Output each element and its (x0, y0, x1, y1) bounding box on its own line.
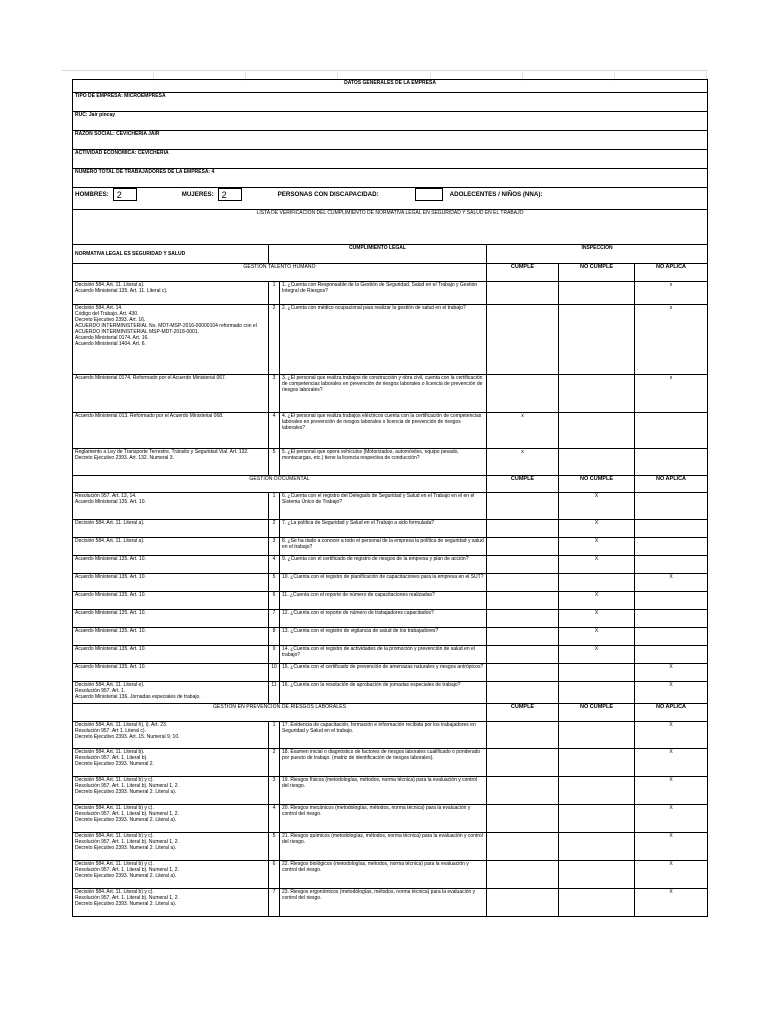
legal-reference: Decisión 584. Art. 11. Literal b) y c). Resolución 957. Art. 1. Literal b). Numeral 1, 2. Decreto Ejecutivo 2393. Numeral 2. Literal a). (73, 889, 269, 917)
no-aplica-cell[interactable] (635, 646, 708, 664)
checklist-row (73, 592, 708, 610)
item-number: 3 (269, 538, 280, 556)
no-aplica-cell[interactable]: X (635, 861, 708, 889)
item-number: 5 (269, 833, 280, 861)
compliance-question: 21. Riesgos químicos (metodologías, métodos, norma técnica) para la evaluación y control del riesgo. (280, 833, 487, 861)
cumple-cell[interactable] (487, 282, 559, 305)
header-normativa: NORMATIVA LEGAL ES SEGURIDAD Y SALUD (73, 245, 269, 264)
cumple-cell[interactable] (487, 749, 559, 777)
compliance-question: 4. ¿El personal que realiza trabajos eléctricos cuenta con la certificación de competencias laborales en prevención de riesgos laborales o licencia de prevención de riesgos laborales? (280, 413, 487, 449)
checklist-row (73, 805, 708, 833)
no-aplica-cell[interactable] (635, 556, 708, 574)
checklist-row (73, 610, 708, 628)
no-cumple-cell[interactable] (559, 413, 635, 449)
compliance-question: 2. ¿Cuenta con médico ocupacional para realizar la gestión de salud en el trabajo? (280, 305, 487, 375)
cumple-cell[interactable]: x (487, 449, 559, 476)
column-header-no-cumple: NO CUMPLE (559, 476, 635, 493)
checklist-row (73, 664, 708, 682)
checklist-row (73, 375, 708, 413)
legal-reference: Decisión 584. Art. 11. Literal e). Resolución 957. Art. 1. Acuerdo Ministerial 136. Jornadas especiales de trabajo. (73, 682, 269, 704)
item-number: 5 (269, 574, 280, 592)
men-count-field[interactable]: 2 (113, 188, 137, 201)
no-aplica-cell[interactable] (635, 592, 708, 610)
no-aplica-cell[interactable] (635, 413, 708, 449)
cumple-cell[interactable] (487, 889, 559, 917)
no-cumple-cell[interactable]: X (559, 520, 635, 538)
column-header-no-aplica: NO APLICA (635, 476, 708, 493)
header-inspeccion: INSPECCIÓN (487, 245, 708, 264)
no-aplica-cell[interactable]: x (635, 282, 708, 305)
item-number: 4 (269, 556, 280, 574)
no-aplica-cell[interactable]: X (635, 889, 708, 917)
no-cumple-cell[interactable]: X (559, 493, 635, 520)
no-cumple-cell[interactable] (559, 722, 635, 749)
item-number: 7 (269, 610, 280, 628)
column-header-cumple: CUMPLE (487, 704, 559, 722)
no-cumple-cell[interactable] (559, 282, 635, 305)
no-cumple-cell[interactable] (559, 777, 635, 805)
no-cumple-cell[interactable] (559, 664, 635, 682)
legal-reference: Decisión 584. Art. 11. Literal a). (73, 520, 269, 538)
legal-reference: Resolución 957. Art. 13, 14. Acuerdo Ministerial 135. Art. 10. (73, 493, 269, 520)
verification-sheet (72, 79, 708, 917)
checklist-row (73, 889, 708, 917)
compliance-question: 7. ¿La política de Seguridad y Salud en el Trabajo a sido formulada? (280, 520, 487, 538)
no-cumple-cell[interactable] (559, 305, 635, 375)
legal-reference: Reglamento a Ley de Transporte Terrestre, Tránsito y Seguridad Vial. Art. 132. Decreto Ejecutivo 2393. Art. 132. Numeral 3. (73, 449, 269, 476)
legal-reference: Acuerdo Ministerial 135. Art. 10. (73, 556, 269, 574)
compliance-question: 13. ¿Cuenta con el registro de vigilancia de salud de los trabajadores? (280, 628, 487, 646)
legal-reference: Acuerdo Ministerial 013. Reformado por el Acuerdo Ministerial 068. (73, 413, 269, 449)
checklist-row (73, 493, 708, 520)
compliance-question: 9. ¿Cuenta con el certificado de registro de riesgos de la empresa y plan de acción? (280, 556, 487, 574)
compliance-question: 18. Examen inicial o diagnóstico de factores de riesgos laborales cualificado o ponderado por puesto de trabajo. (matriz de identificación de riesgos laborales). (280, 749, 487, 777)
cumple-cell[interactable]: x (487, 413, 559, 449)
column-header-no-cumple: NO CUMPLE (559, 264, 635, 282)
women-count-field[interactable]: 2 (218, 188, 242, 201)
item-number: 1 (269, 722, 280, 749)
cumple-cell[interactable] (487, 375, 559, 413)
cumple-cell[interactable] (487, 682, 559, 704)
checklist-row (73, 722, 708, 749)
section-title: GESTIÓN TALENTO HUMANO (73, 264, 487, 282)
item-number: 7 (269, 889, 280, 917)
cumple-cell[interactable] (487, 628, 559, 646)
checklist-row (73, 833, 708, 861)
no-cumple-cell[interactable]: X (559, 538, 635, 556)
compliance-question: 19. Riesgos físicos (metodologías, métodos, norma técnica) para la evaluación y control del riesgo. (280, 777, 487, 805)
no-cumple-cell[interactable]: X (559, 610, 635, 628)
item-number: 6 (269, 861, 280, 889)
compliance-question: 15. ¿Cuenta con el certificado de prevención de amenazas naturales y riesgos antrópicos? (280, 664, 487, 682)
checklist-row (73, 646, 708, 664)
no-aplica-cell[interactable]: X (635, 664, 708, 682)
no-aplica-cell[interactable] (635, 610, 708, 628)
workers-breakdown (73, 188, 708, 210)
item-number: 3 (269, 375, 280, 413)
checklist-row (73, 282, 708, 305)
total-workers: NÚMERO TOTAL DE TRABAJADORES DE LA EMPRESA: 4 (73, 169, 708, 188)
no-cumple-cell[interactable] (559, 449, 635, 476)
no-aplica-cell[interactable]: X (635, 833, 708, 861)
item-number: 6 (269, 592, 280, 610)
item-number: 2 (269, 749, 280, 777)
cumple-cell[interactable] (487, 305, 559, 375)
checklist-row (73, 777, 708, 805)
cumple-cell[interactable] (487, 722, 559, 749)
minors-label: ADOLECENTES / NIÑOS (NNA): (449, 190, 543, 198)
column-header-no-aplica: NO APLICA (635, 264, 708, 282)
cumple-cell[interactable] (487, 493, 559, 520)
compliance-question: 22. Riesgos biológicos (metodologías, métodos, norma técnica) para la evaluación y control del riesgo. (280, 861, 487, 889)
compliance-question: 5. ¿El personal que opera vehículos (Motorizados, automóviles, equipo pesado, montacargas, etc.) tiene la licencia respectiva de conducción? (280, 449, 487, 476)
compliance-question: 23. Riesgos ergonómicos (metodologías, métodos, norma técnica) para la evaluación y control del riesgo. (280, 889, 487, 917)
no-aplica-cell[interactable]: x (635, 375, 708, 413)
checklist-row (73, 449, 708, 476)
column-header-cumple: CUMPLE (487, 264, 559, 282)
cumple-cell[interactable] (487, 610, 559, 628)
compliance-question: 11. ¿Cuenta con el reporte de número de capacitaciones realizadas? (280, 592, 487, 610)
legal-reference: Acuerdo Ministerial 135. Art. 10. (73, 628, 269, 646)
no-cumple-cell[interactable] (559, 574, 635, 592)
disability-label: PERSONAS CON DISCAPACIDAD: (277, 190, 379, 198)
cumple-cell[interactable] (487, 833, 559, 861)
section-header-row (73, 476, 708, 493)
compliance-question: 6. ¿Cuenta con el registro del Delegado de Seguridad y Salud en el Trabajo en el en el Sistema Único de Trabajo? (280, 493, 487, 520)
legal-reference: Decisión 584. Art. 11. Literal b) y c). Resolución 957. Art. 1. Literal b). Numeral 1, 2. Decreto Ejecutivo 2393. Numeral 2. Literal a). (73, 833, 269, 861)
cumple-cell[interactable] (487, 805, 559, 833)
checklist-row (73, 305, 708, 375)
cumple-cell[interactable] (487, 574, 559, 592)
compliance-question: 17. Evidencia de capacitación, formación e información recibida por los trabajadores en Seguridad y Salud en el trabajo. (280, 722, 487, 749)
checklist-title: LISTA DE VERIFICACIÓN DEL CUMPLIMIENTO DE NORMATIVA LEGAL EN SEGURIDAD Y SALUD EN EL TRABAJO (73, 210, 708, 245)
item-number: 1 (269, 282, 280, 305)
item-number: 2 (269, 520, 280, 538)
legal-reference: Decisión 584. Art. 11. Literal b) y c). Resolución 957. Art. 1. Literal b). Numeral 1, 2. Decreto Ejecutivo 2393. Numeral 2. Literal a). (73, 805, 269, 833)
no-aplica-cell[interactable] (635, 493, 708, 520)
cumple-cell[interactable] (487, 646, 559, 664)
checklist-row (73, 556, 708, 574)
legal-reference: Decisión 584. Art. 11. Literal b). Resolución 957. Art. 1. Literal b). Decreto Ejecutivo 2393. Numeral 2. (73, 749, 269, 777)
checklist-row (73, 628, 708, 646)
compliance-question: 14. ¿Cuenta con el registro de actividades de la promoción y prevención de salud en el trabajo? (280, 646, 487, 664)
disability-count-field[interactable] (415, 188, 443, 201)
cumple-cell[interactable] (487, 777, 559, 805)
no-cumple-cell[interactable] (559, 375, 635, 413)
cumple-cell[interactable] (487, 592, 559, 610)
men-label: HOMBRES: (75, 190, 109, 198)
no-aplica-cell[interactable]: X (635, 805, 708, 833)
checklist-row (73, 538, 708, 556)
no-aplica-cell[interactable]: x (635, 305, 708, 375)
no-aplica-cell[interactable] (635, 520, 708, 538)
no-cumple-cell[interactable]: X (559, 592, 635, 610)
item-number: 4 (269, 805, 280, 833)
no-aplica-cell[interactable] (635, 628, 708, 646)
checklist-row (73, 413, 708, 449)
item-number: 8 (269, 628, 280, 646)
checklist-row (73, 574, 708, 592)
cumple-cell[interactable] (487, 861, 559, 889)
no-cumple-cell[interactable]: X (559, 628, 635, 646)
legal-reference: Decisión 584. Art. 11. Literal h), i). Art. 23. Resolución 957. Art 1. Literal c). Decreto Ejecutivo 2393. Art. 15. Numeral 9, 10. (73, 722, 269, 749)
compliance-question: 3. ¿El personal que realiza trabajos de construcción y obra civil, cuenta con la certificación de competencias laborales en prevención de riesgos laborales o licencia de prevención de riesgos laborales? (280, 375, 487, 413)
no-cumple-cell[interactable] (559, 749, 635, 777)
company-ruc: RUC: Jair pincay (73, 112, 708, 131)
compliance-question: 20. Riesgos mecánicos (metodologías, métodos, norma técnica) para la evaluación y control del riesgo. (280, 805, 487, 833)
legal-reference: Decisión 584. Art. 11. Literal b) y c). Resolución 957. Art. 1. Literal b). Numeral 1, 2. Decreto Ejecutivo 2393. Numeral 2. Literal a). (73, 861, 269, 889)
compliance-question: 8. ¿Se ha dado a conocer a todo el personal de la empresa la política de seguridad y salud en el trabajo? (280, 538, 487, 556)
column-header-cumple: CUMPLE (487, 476, 559, 493)
no-cumple-cell[interactable] (559, 805, 635, 833)
no-cumple-cell[interactable] (559, 861, 635, 889)
company-data-heading: DATOS GENERALES DE LA EMPRESA (73, 80, 708, 93)
women-label: MUJERES: (181, 190, 214, 198)
checklist-row (73, 682, 708, 704)
no-cumple-cell[interactable]: X (559, 646, 635, 664)
legal-reference: Acuerdo Ministerial 135. Art. 10. (73, 574, 269, 592)
item-number: 4 (269, 413, 280, 449)
company-type: TIPO DE EMPRESA: MICROEMPRESA (73, 93, 708, 112)
compliance-question: 1. ¿Cuenta con Responsable de la Gestión de Seguridad, Salud en el Trabajo y Gestión Integral de Riesgos? (280, 282, 487, 305)
no-aplica-cell[interactable]: X (635, 722, 708, 749)
no-aplica-cell[interactable]: X (635, 777, 708, 805)
compliance-question: 16. ¿Cuenta con la resolución de aprobación de jornadas especiales de trabajo? (280, 682, 487, 704)
legal-reference: Decisión 584. Art. 11. Literal a). Acuerdo Ministerial 135. Art. 11. Literal c). (73, 282, 269, 305)
no-aplica-cell[interactable] (635, 449, 708, 476)
section-header-row (73, 704, 708, 722)
legal-reference: Acuerdo Ministerial 135. Art. 10. (73, 592, 269, 610)
cumple-cell[interactable] (487, 664, 559, 682)
column-header-no-cumple: NO CUMPLE (559, 704, 635, 722)
cumple-cell[interactable] (487, 520, 559, 538)
checklist-row (73, 520, 708, 538)
no-cumple-cell[interactable] (559, 833, 635, 861)
no-aplica-cell[interactable]: X (635, 574, 708, 592)
legal-reference: Decisión 584. Art. 11. Literal b) y c). Resolución 957. Art. 1. Literal b). Numeral 1, 2. Decreto Ejecutivo 2393. Numeral 2. Literal a). (73, 777, 269, 805)
checklist-row (73, 749, 708, 777)
legal-reference: Acuerdo Ministerial 0174. Reformado por el Acuerdo Ministerial 067. (73, 375, 269, 413)
section-title: GESTIÓN DOCUMENTAL (73, 476, 487, 493)
item-number: 10 (269, 664, 280, 682)
no-cumple-cell[interactable] (559, 889, 635, 917)
no-cumple-cell[interactable] (559, 682, 635, 704)
cumple-cell[interactable] (487, 538, 559, 556)
compliance-question: 12. ¿Cuenta con el reporte de número de trabajadores capacitados? (280, 610, 487, 628)
legal-reference: Acuerdo Ministerial 135. Art. 10. (73, 664, 269, 682)
item-number: 3 (269, 777, 280, 805)
column-header-no-aplica: NO APLICA (635, 704, 708, 722)
cumple-cell[interactable] (487, 556, 559, 574)
no-aplica-cell[interactable]: X (635, 749, 708, 777)
item-number: 1 (269, 493, 280, 520)
no-cumple-cell[interactable]: X (559, 556, 635, 574)
no-aplica-cell[interactable] (635, 538, 708, 556)
header-cumplimiento: CUMPLIMIENTO LEGAL (269, 245, 487, 264)
legal-reference: Acuerdo Ministerial 135. Art. 10. (73, 610, 269, 628)
item-number: 2 (269, 305, 280, 375)
section-header-row (73, 264, 708, 282)
item-number: 5 (269, 449, 280, 476)
legal-reference: Decisión 584. Art. 11. Literal a). (73, 538, 269, 556)
legal-reference: Acuerdo Ministerial 135. Art. 10. (73, 646, 269, 664)
checklist-row (73, 861, 708, 889)
item-number: 9 (269, 646, 280, 664)
company-name: RAZÓN SOCIAL: CEVICHERIA JAIR (73, 131, 708, 150)
item-number: 11 (269, 682, 280, 704)
compliance-question: 10. ¿Cuenta con el registro de planificación de capacitaciones para la empresa en el SUT? (280, 574, 487, 592)
legal-reference: Decisión 584. Art. 14. Código del Trabajo. Art. 430. Decreto Ejecutivo 2393. Art. 16. ACUERDO INTERMINISTERIAL No. MDT-MSP-2016-00000104 reformado con el ACUERDO INTERMINISTERIAL MSP-MDT-2018-0001. Acuerdo Ministerial 0174. Art. 16. Acuerdo Ministerial 1404. Art. 6. (73, 305, 269, 375)
section-title: GESTIÓN EN PREVENCIÓN DE RIESGOS LABORALES (73, 704, 487, 722)
economic-activity: ACTIVIDAD ECONÓMICA: CEVICHERIA (73, 150, 708, 169)
no-aplica-cell[interactable]: X (635, 682, 708, 704)
